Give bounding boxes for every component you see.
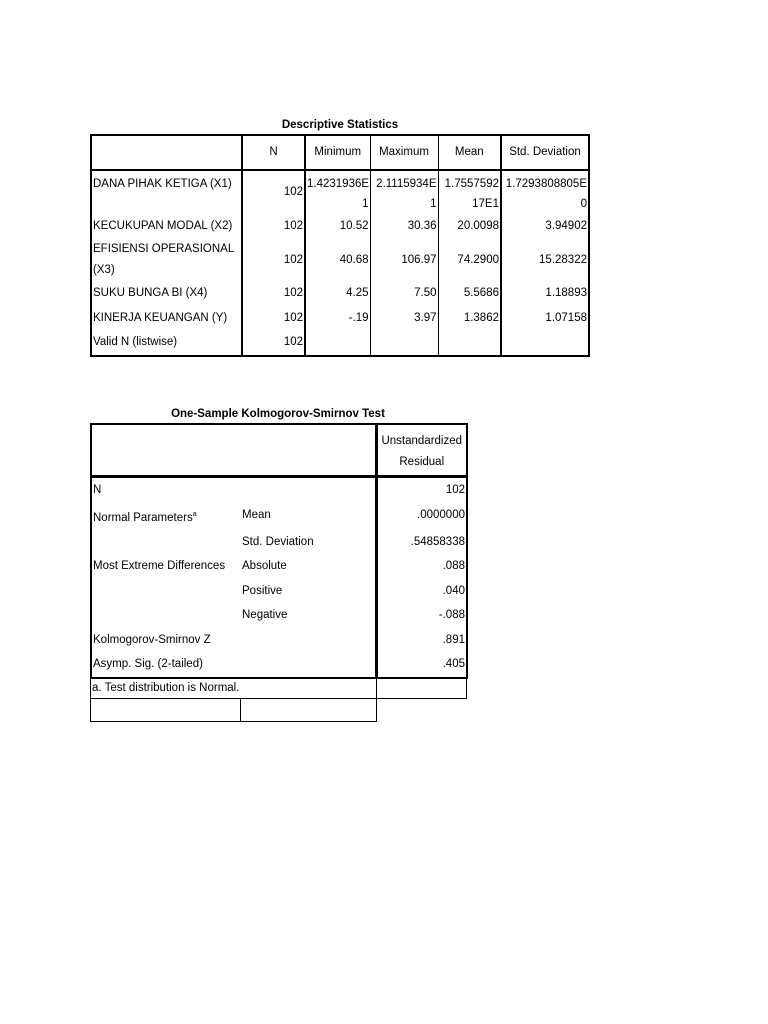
cell-maximum: 30.36 bbox=[370, 214, 438, 239]
table-header-row bbox=[91, 135, 589, 170]
row-value: .040 bbox=[376, 579, 467, 604]
row-value: -.088 bbox=[376, 603, 467, 628]
row-sublabel: Negative bbox=[242, 609, 288, 622]
footnote-text: a. Test distribution is Normal. bbox=[92, 682, 240, 694]
row-sublabel: Std. Deviation bbox=[242, 535, 314, 548]
cell-mean: 74.2900 bbox=[438, 239, 501, 281]
cell-mean-line1: 1.7557592 bbox=[444, 178, 499, 190]
cell-minimum: 40.68 bbox=[305, 239, 370, 281]
header-std-deviation: Std. Deviation bbox=[501, 135, 589, 170]
header-n: N bbox=[242, 135, 305, 170]
row-label bbox=[91, 579, 241, 604]
header-maximum: Maximum bbox=[370, 135, 438, 170]
header-unstandardized-residual bbox=[376, 424, 467, 477]
cell-std-deviation: 3.94902 bbox=[501, 214, 589, 239]
row-value: .088 bbox=[376, 554, 467, 579]
header-line2: Residual bbox=[399, 456, 445, 468]
cell-std-deviation: 1.07158 bbox=[501, 306, 589, 330]
ks-test-table bbox=[90, 423, 468, 679]
row-value: .891 bbox=[376, 628, 467, 653]
cell-std-deviation: 15.28322 bbox=[501, 239, 589, 281]
cell-minimum-line1: 1.4231936E bbox=[307, 178, 370, 190]
row-value: .0000000 bbox=[376, 503, 467, 530]
row-label-text: Normal Parameters bbox=[93, 511, 193, 524]
table-row bbox=[91, 579, 467, 604]
row-sublabel: Mean bbox=[242, 508, 271, 521]
table-row bbox=[91, 170, 589, 214]
cell-maximum: 106.97 bbox=[370, 239, 438, 281]
row-sublabel bbox=[241, 477, 376, 503]
table-row bbox=[91, 628, 467, 653]
row-value: .54858338 bbox=[376, 530, 467, 555]
cell-minimum-line2: 1 bbox=[362, 198, 369, 210]
cell-minimum: -.19 bbox=[305, 306, 370, 330]
cell-mean: 5.5686 bbox=[438, 281, 501, 306]
cell-std-deviation-line2: 0 bbox=[580, 198, 587, 210]
row-label bbox=[91, 530, 241, 555]
table-row bbox=[91, 603, 467, 628]
cell-maximum-line2: 1 bbox=[430, 198, 437, 210]
cell-n: 102 bbox=[242, 306, 305, 330]
row-label-line2: (X3) bbox=[93, 264, 115, 276]
table-row bbox=[91, 281, 589, 306]
empty-cell bbox=[240, 698, 377, 722]
row-value: .405 bbox=[376, 652, 467, 678]
cell-std-deviation-line1: 1.7293808805E bbox=[505, 178, 587, 190]
row-label bbox=[91, 503, 241, 530]
header-line1: Unstandardized bbox=[381, 435, 463, 447]
cell-std-deviation-empty bbox=[501, 330, 589, 356]
cell-minimum: 4.25 bbox=[305, 281, 370, 306]
row-label bbox=[91, 239, 242, 281]
row-label bbox=[91, 603, 241, 628]
table-row bbox=[91, 503, 467, 530]
cell-n: 102 bbox=[242, 214, 305, 239]
row-label: KECUKUPAN MODAL (X2) bbox=[93, 220, 233, 232]
cell-mean-line2: 17E1 bbox=[472, 198, 499, 210]
row-sublabel: Absolute bbox=[242, 560, 287, 573]
cell-minimum: 10.52 bbox=[305, 214, 370, 239]
header-mean: Mean bbox=[438, 135, 501, 170]
empty-cell bbox=[90, 698, 241, 722]
cell-minimum-empty bbox=[305, 330, 370, 356]
cell-minimum bbox=[305, 170, 370, 214]
cell-n: 102 bbox=[242, 281, 305, 306]
cell-maximum: 7.50 bbox=[370, 281, 438, 306]
row-sublabel: Positive bbox=[242, 584, 283, 597]
cell-mean bbox=[438, 170, 501, 214]
cell-n: 102 bbox=[242, 330, 305, 356]
ks-test-title: One-Sample Kolmogorov-Smirnov Test bbox=[171, 408, 385, 420]
header-blank-cell bbox=[91, 135, 242, 170]
row-label: Most Extreme Differences bbox=[91, 554, 241, 579]
descriptive-statistics-table bbox=[90, 134, 590, 357]
cell-std-deviation bbox=[501, 170, 589, 214]
cell-maximum-line1: 2.1115934E bbox=[376, 178, 437, 190]
table-row bbox=[91, 306, 589, 330]
cell-maximum: 3.97 bbox=[370, 306, 438, 330]
cell-mean: 1.3862 bbox=[438, 306, 501, 330]
cell-std-deviation: 1.18893 bbox=[501, 281, 589, 306]
cell-n: 102 bbox=[242, 239, 305, 281]
table-row bbox=[91, 330, 589, 356]
table-row bbox=[91, 477, 467, 503]
header-blank-cell bbox=[241, 424, 376, 477]
descriptive-statistics-title: Descriptive Statistics bbox=[281, 119, 399, 131]
table-row bbox=[91, 554, 467, 579]
cell-mean-empty bbox=[438, 330, 501, 356]
cell-maximum bbox=[370, 170, 438, 214]
row-label: KINERJA KEUANGAN (Y) bbox=[93, 312, 228, 324]
row-label: Kolmogorov-Smirnov Z bbox=[91, 628, 241, 653]
row-label: Valid N (listwise) bbox=[93, 336, 178, 348]
row-label: N bbox=[91, 477, 241, 503]
table-header-row bbox=[91, 424, 467, 477]
header-minimum: Minimum bbox=[305, 135, 370, 170]
table-row bbox=[91, 214, 589, 239]
cell-n: 102 bbox=[242, 170, 305, 214]
row-label-line1: EFISIENSI OPERASIONAL bbox=[93, 243, 235, 255]
cell-maximum-empty bbox=[370, 330, 438, 356]
row-label: DANA PIHAK KETIGA (X1) bbox=[93, 178, 232, 190]
footnote-value-cell bbox=[376, 673, 467, 699]
table-row bbox=[91, 239, 589, 281]
row-value: 102 bbox=[376, 477, 467, 503]
cell-mean: 20.0098 bbox=[438, 214, 501, 239]
row-label: SUKU BUNGA BI (X4) bbox=[93, 287, 208, 299]
row-label: Asymp. Sig. (2-tailed) bbox=[91, 652, 241, 678]
table-row bbox=[91, 530, 467, 555]
footnote-marker: a bbox=[192, 510, 197, 518]
row-sublabel bbox=[241, 628, 376, 653]
header-blank-cell bbox=[91, 424, 241, 477]
